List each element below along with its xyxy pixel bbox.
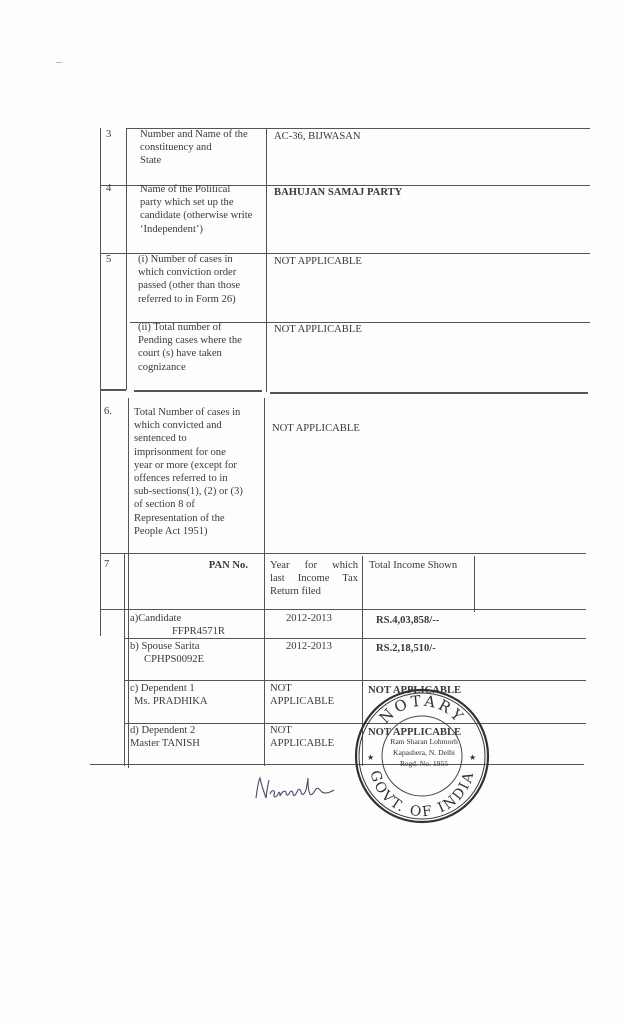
seal-name: Ram Sharan Lohmorh (390, 737, 458, 746)
seal-top-text: NOTARY (375, 691, 469, 728)
row-rule (134, 390, 262, 392)
row-number: 4 (106, 183, 112, 194)
income-column-header: Total Income Shown (369, 560, 458, 571)
entry-name: c) Dependent 1 (130, 683, 195, 694)
column-rule (126, 128, 127, 390)
row-label: (i) Number of cases in which conviction order passed (other than those referred to in Form 26) (138, 254, 241, 305)
row-number: 7 (104, 559, 110, 570)
pan-column-header: PAN No. (208, 560, 248, 571)
column-rule (100, 128, 101, 636)
seal-bottom-text: GOVT. OF INDIA (366, 768, 478, 821)
row-value: NOT APPLICABLE (274, 324, 362, 335)
row-value: NOT APPLICABLE (274, 256, 362, 267)
entry-income: NOT APPLICABLE (368, 685, 462, 696)
row-rule (100, 609, 586, 610)
column-rule (474, 556, 475, 612)
entry-person: Master TANISH (130, 738, 200, 749)
row-number: 3 (106, 129, 112, 140)
column-rule (266, 128, 267, 392)
row-value: BAHUJAN SAMAJ PARTY (274, 187, 403, 198)
column-rule (264, 398, 265, 766)
entry-name: d) Dependent 2 (130, 725, 196, 736)
column-rule (128, 398, 129, 768)
entry-year: 2012-2013 (286, 641, 332, 652)
row-rule (100, 553, 586, 554)
row-rule (100, 389, 126, 391)
entry-person: Ms. PRADHIKA (134, 696, 208, 707)
entry-pan: FFPR4571R (172, 626, 225, 637)
entry-name: b) Spouse Sarita (130, 641, 200, 652)
year-column-header-line: Return filed (270, 586, 321, 597)
year-column-header-line: Year for which (270, 560, 358, 571)
notary-seal-stamp (354, 688, 490, 826)
row-rule (270, 392, 588, 394)
entry-pan: CPHPS0092E (144, 654, 205, 665)
row-rule (90, 764, 584, 765)
row-number: 6. (104, 406, 112, 417)
svg-text:GOVT. OF INDIA (366, 769, 477, 821)
row-value: AC-36, BIJWASAN (274, 131, 361, 142)
svg-text:NOTARY (376, 692, 469, 728)
handwritten-signature (252, 772, 342, 806)
row-label: Name of the Political party which set up the candidate (otherwise write ‘Independent’) (140, 184, 253, 235)
row-label: (ii) Total number of Pending cases where the court (s) have taken cognizance (138, 322, 242, 373)
entry-name: a)Candidate (130, 613, 182, 624)
row-label: Total Number of cases in which convicted and sentenced to imprisonment for one year or more (except for offences referred to in sub-sections(1), (2) or (3) of section 8 of Representation of the People Act 1951) (134, 407, 243, 537)
entry-year: 2012-2013 (286, 613, 332, 624)
seal-registration: Regd. No. 1955 (399, 759, 449, 768)
seal-address: Kapashera, N. Delhi (393, 748, 455, 757)
entry-income: RS.2,18,510/- (376, 643, 436, 654)
seal-star: ★ (367, 753, 375, 762)
entry-income: NOT APPLICABLE (368, 727, 462, 738)
row-value: NOT APPLICABLE (272, 423, 360, 434)
entry-year: NOT APPLICABLE (270, 725, 335, 750)
row-rule (124, 680, 586, 681)
row-number: 5 (106, 254, 112, 265)
row-label: Number and Name of the constituency and State (140, 129, 248, 167)
entry-income: RS.4,03,858/-- (376, 615, 440, 626)
entry-year: NOT APPLICABLE (270, 683, 335, 708)
column-rule (124, 554, 125, 766)
scan-speck (56, 62, 62, 63)
year-column-header-line: last Income Tax (270, 573, 358, 584)
seal-star: ★ (469, 753, 477, 762)
